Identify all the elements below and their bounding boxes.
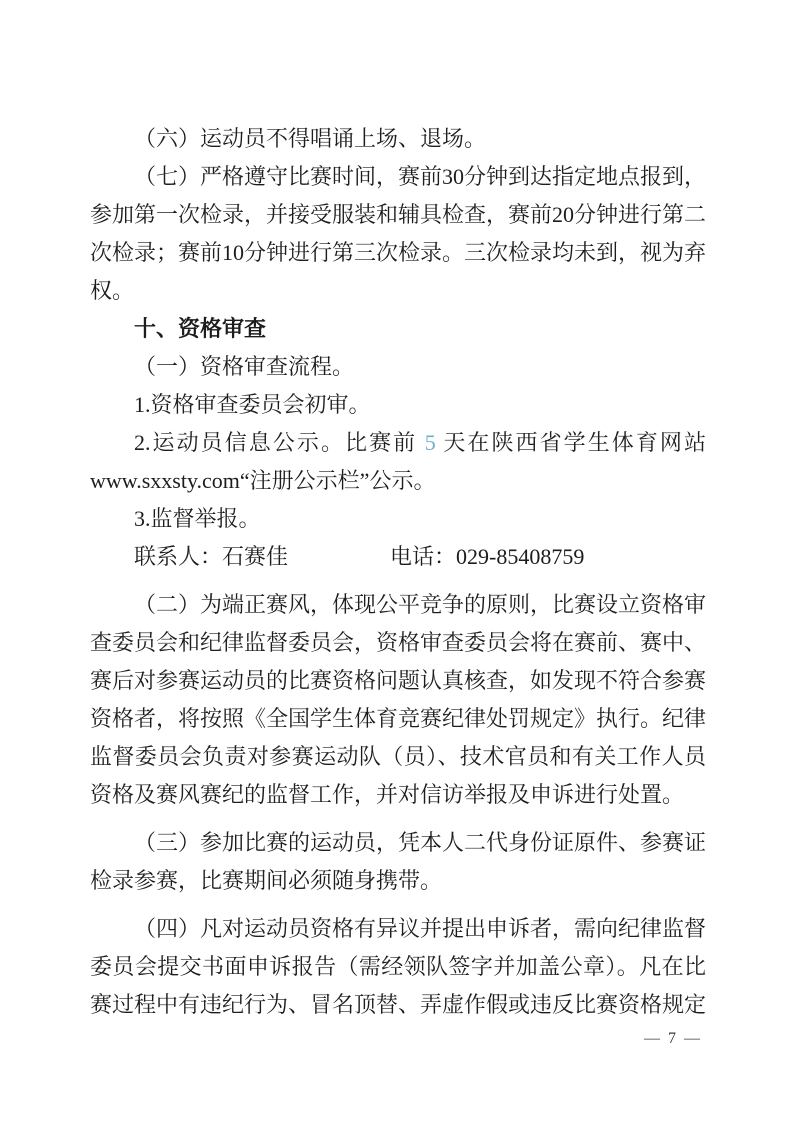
paragraph-item-two: （二）为端正赛风，体现公平竞争的原则，比赛设立资格审查委员会和纪律监督委员会，资格审查委员会将在赛前、赛中、赛后对参赛运动员的比赛资格问题认真核查，如发现不符合参赛资格者，将按照《全国学生体育竞赛纪律处罚规定》执行。纪律监督委员会负责对参赛运动队（员）、技术官员和有关工作人员资格及赛风赛纪的监督工作，并对信访举报及申诉进行处置。 [90,592,707,807]
page-number: — 7 — [644,1030,702,1047]
step-two-days-highlight: 5 [424,430,436,455]
paragraph-step-three: 3.监督举报。 [134,506,261,531]
section-heading-qualification-review: 十、资格审查 [134,316,267,341]
step-two-text-before: 2.运动员信息公示。比赛前 [134,430,425,455]
contact-line [90,538,706,576]
paragraph-rule-six: （六）运动员不得唱诵上场、退场。 [134,126,487,151]
paragraph-step-two [90,424,706,500]
paragraph-item-three: （三）参加比赛的运动员，凭本人二代身份证原件、参赛证检录参赛，比赛期间必须随身携带。 [90,830,707,893]
paragraph-item-one: （一）资格审查流程。 [134,354,355,379]
contact-person: 联系人：石赛佳 [134,544,289,569]
step-two-text-after: 天在陕西省学生体育网站www.sxxsty.com“注册公示栏”公示。 [90,430,706,493]
contact-phone: 电话：029-85408759 [390,544,585,569]
paragraph-step-one: 1.资格审查委员会初审。 [134,392,371,417]
document-body [90,120,706,1024]
paragraph-item-four: （四）凡对运动员资格有异议并提出申诉者，需向纪律监督委员会提交书面申诉报告（需经领队签字并加盖公章）。凡在比赛过程中有违纪行为、冒名顶替、弄虚作假或违反比赛资格规定 [90,916,707,1017]
paragraph-rule-seven: （七）严格遵守比赛时间，赛前30分钟到达指定地点报到，参加第一次检录，并接受服装和辅具检查，赛前20分钟进行第二次检录；赛前10分钟进行第三次检录。三次检录均未到，视为弃权。 [90,164,707,303]
